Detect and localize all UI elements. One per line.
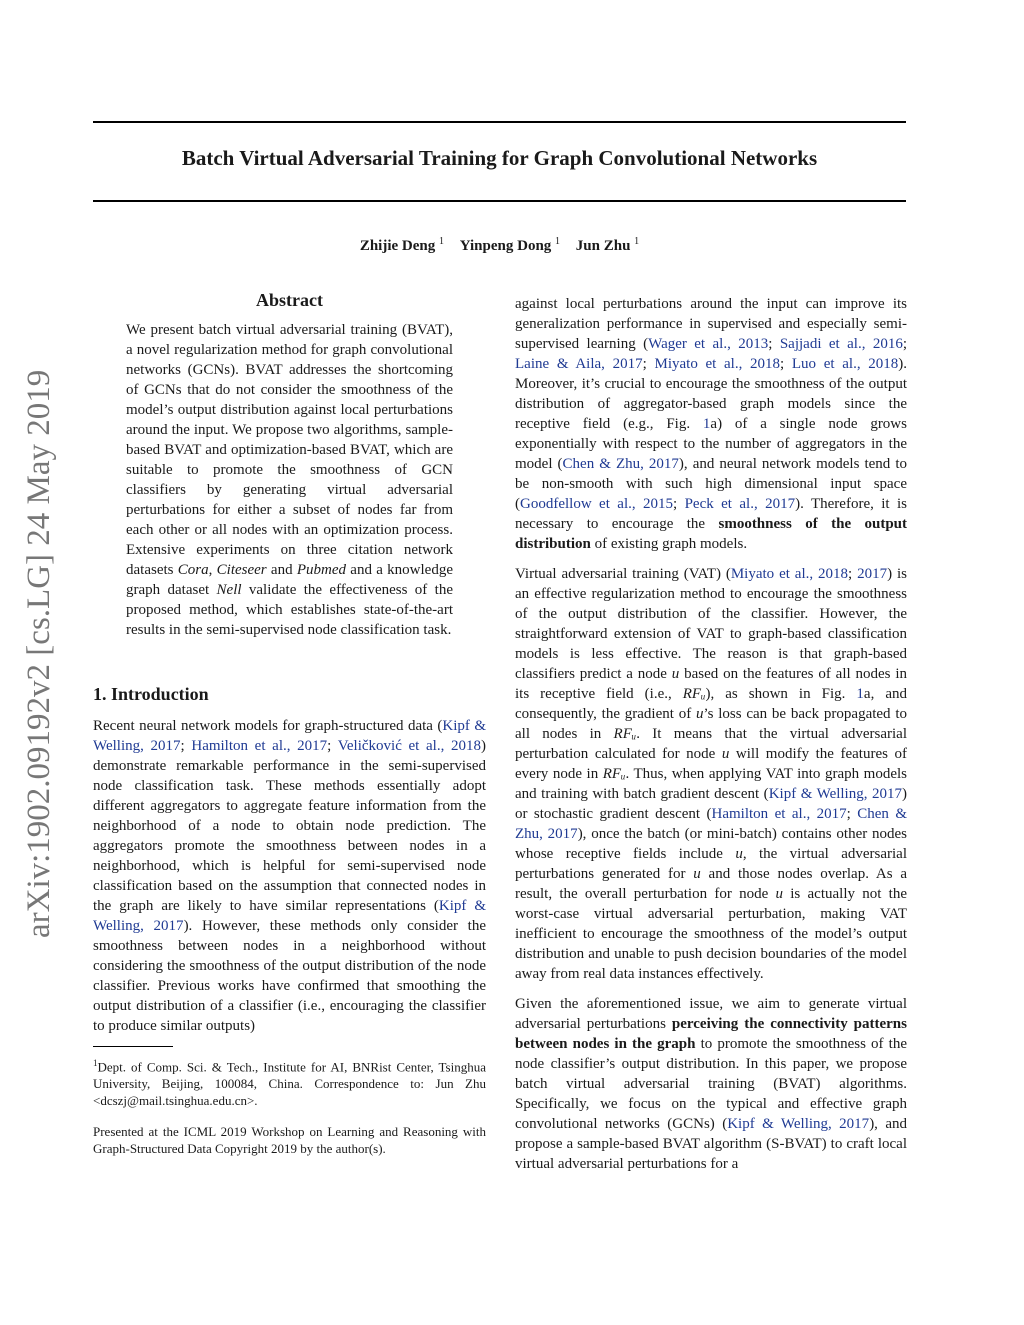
math-variable: u bbox=[735, 846, 743, 862]
citation-link[interactable]: Hamilton et al., 2017 bbox=[711, 806, 847, 822]
math-variable: u bbox=[695, 706, 704, 722]
right-column bbox=[515, 294, 907, 1184]
citation-link[interactable]: Miyato et al., 2018 bbox=[654, 356, 781, 372]
math-variable: u bbox=[671, 666, 680, 682]
dataset-name: Cora bbox=[177, 562, 209, 578]
author-affiliation-mark: 1 bbox=[555, 236, 561, 247]
intro-paragraph: Recent neural network models for graph-structured data (Kipf & Welling, 2017; Hamilton et al., 2017; Veličković et al., 2018) demonstrate remarkable performance in the semi-supervised node classification task. These methods essentially adopt different aggregators to aggregate feature information from the neighborhood of a node to obtain node prediction. The aggregators promote the smoothness between nodes in a neighborhood, which is helpful for semi-supervised node classification based on the assumption that connected nodes in the graph are likely to have similar representations (Kipf & Welling, 2017). However, these methods only consider the smoothness between nodes in a neighborhood without considering the smoothness of the output distribution of the node classifier. Previous works have confirmed that smoothing the output distribution of a classifier (i.e., encouraging the classifier to produce similar outputs) bbox=[93, 718, 486, 1034]
author-list bbox=[93, 236, 906, 255]
author bbox=[576, 238, 639, 254]
emphasis-text: smoothness of the output distribution bbox=[515, 516, 908, 552]
author-name: Zhijie Deng bbox=[359, 238, 436, 254]
author bbox=[460, 238, 560, 254]
dataset-name: Pubmed bbox=[296, 562, 347, 578]
body-paragraph: against local perturbations around the input can improve its generalization performance in supervised and especially semi-supervised learning (Wager et al., 2013; Sajjadi et al., 2016; Laine & Aila, 2017; Miyato et al., 2018; Luo et al., 2018). Moreover, it’s crucial to encourage the smoothness of the output distribution of aggregator-based graph models since the receptive field (e.g., Fig. 1a) of a single node grows exponentially with respect to the number of aggregators in the model (Chen & Zhu, 2017), and neural network models tend to be non-smooth with such high dimensional input space (Goodfellow et al., 2015; Peck et al., 2017). Therefore, it is necessary to encourage the smoothness of the output distribution of existing graph models. bbox=[515, 296, 908, 552]
author-affiliation-mark: 1 bbox=[438, 236, 444, 247]
math-variable: u bbox=[775, 886, 784, 902]
footnote-rule bbox=[93, 1046, 173, 1047]
author-name: Jun Zhu bbox=[575, 238, 631, 254]
author-affiliation-mark: 1 bbox=[634, 236, 640, 247]
math-variable: RFᵤ bbox=[602, 766, 626, 782]
citation-link[interactable]: Miyato et al., 2018 bbox=[730, 566, 849, 582]
citation-link[interactable]: Kipf & Welling, 2017 bbox=[93, 898, 486, 934]
citation-link[interactable]: Kipf & Welling, 2017 bbox=[727, 1116, 870, 1132]
footnote-mark: 1 bbox=[93, 1058, 98, 1068]
citation-link[interactable]: Laine & Aila, 2017 bbox=[515, 356, 643, 372]
body-paragraph: Given the aforementioned issue, we aim to generate virtual adversarial perturbations perceiving the connectivity patterns between nodes in the graph to promote the smoothness of the node classifier’s output distribution. In this paper, we propose batch virtual adversarial training (BVAT) algorithms. Specifically, we focus on the typical and effective graph convolutional networks (GCNs) (Kipf & Welling, 2017), and propose a sample-based BVAT algorithm (S-BVAT) to craft local virtual adversarial perturbations for a bbox=[515, 996, 907, 1172]
title-bottom-rule bbox=[93, 200, 906, 202]
citation-link[interactable]: Goodfellow et al., 2015 bbox=[520, 496, 674, 512]
emphasis-text: perceiving the connectivity patterns between nodes in the graph bbox=[515, 1016, 907, 1052]
citation-link[interactable]: Luo et al., 2018 bbox=[791, 356, 899, 372]
citation-link[interactable]: Sajjadi et al., 2016 bbox=[779, 336, 903, 352]
arxiv-identifier-stamp: arXiv:1902.09192v2 [cs.LG] 24 May 2019 bbox=[21, 369, 57, 938]
citation-link[interactable]: Chen & Zhu, 2017 bbox=[562, 456, 679, 472]
figure-link[interactable]: 1 bbox=[702, 416, 711, 432]
math-variable: u bbox=[693, 866, 701, 882]
citation-link[interactable]: Wager et al., 2013 bbox=[648, 336, 769, 352]
citation-link[interactable]: Chen & Zhu, 2017 bbox=[515, 806, 908, 842]
citation-link[interactable]: Kipf & Welling, 2017 bbox=[768, 786, 902, 802]
math-variable: RFᵤ bbox=[682, 686, 706, 702]
figure-link[interactable]: 1 bbox=[856, 686, 864, 702]
citation-link[interactable]: Kipf & Welling, 2017 bbox=[93, 718, 486, 754]
abstract-heading: Abstract bbox=[256, 290, 323, 310]
workshop-note: Presented at the ICML 2019 Workshop on Learning and Reasoning with Graph-Structured Data Copyright 2019 by the author(s). bbox=[93, 1124, 486, 1157]
author-name: Yinpeng Dong bbox=[459, 238, 552, 254]
citation-link[interactable]: Hamilton et al., 2017 bbox=[191, 738, 328, 754]
citation-link[interactable]: Veličković et al., 2018 bbox=[337, 738, 481, 754]
paper-title: Batch Virtual Adversarial Training for Graph Convolutional Networks bbox=[181, 146, 818, 170]
top-rule bbox=[93, 121, 906, 123]
math-variable: u bbox=[721, 746, 730, 762]
body-paragraph: Virtual adversarial training (VAT) (Miyato et al., 2018; 2017) is an effective regularization method to encourage the smoothness of the output distribution of the classifier. However, the straightforward extension of VAT to graph-based classification models is less effective. The reason is that graph-based classifiers predict a node u based on the features of all nodes in its receptive field (i.e., RFᵤ), as shown in Fig. 1a, and consequently, the gradient of u’s loss can be back propagated to all nodes in RFᵤ. It means that the virtual adversarial perturbation calculated for node u will modify the features of every node in RFᵤ. Thus, when applying VAT into graph models and training with batch gradient descent (Kipf & Welling, 2017) or stochastic gradient descent (Hamilton et al., 2017; Chen & Zhu, 2017), once the batch (or mini-batch) contains other nodes whose receptive fields include u, the virtual adversarial perturbations generated for u and those nodes overlap. As a result, the overall perturbation for node u is actually not the worst-case virtual adversarial perturbation, making VAT inefficient to encourage the smoothness of the model’s output distribution and unable to push decision boundaries of the model away from real data instances effectively. bbox=[515, 566, 908, 982]
citation-link[interactable]: 2017 bbox=[857, 566, 888, 582]
author bbox=[360, 238, 444, 254]
abstract-body: We present batch virtual adversarial training (BVAT), a novel regularization method for graph convolutional networks (GCNs). BVAT addresses the shortcoming of GCNs that do not consider the smoothness of the model’s output distribution against local perturbations around the input. We propose two algorithms, sample-based BVAT and optimization-based BVAT, which are suitable to promote the smoothness of GCN classifiers by generating virtual adversarial perturbations for either a subset of nodes far from each other or all nodes with an optimization process. Extensive experiments on three citation network datasets Cora, Citeseer and Pubmed and a knowledge graph dataset Nell validate the effectiveness of the proposed method, which establishes state-of-the-art results in the semi-supervised node classification task. bbox=[126, 322, 453, 638]
citation-link[interactable]: Peck et al., 2017 bbox=[684, 496, 796, 512]
section-heading-introduction: 1. Introduction bbox=[93, 684, 209, 704]
left-column bbox=[93, 290, 486, 1157]
math-variable: RFᵤ bbox=[613, 726, 637, 742]
affiliation-footnote: $^1$Dept. of Comp. Sci. & Tech., Institute for AI, BNRist Center, Tsinghua University, Beijing, 100084, China. Correspondence to: Jun Zhu <dcszj@mail.tsinghua.edu.cn>. bbox=[93, 1058, 486, 1109]
dataset-name: Nell bbox=[216, 582, 242, 598]
dataset-name: Citeseer bbox=[216, 562, 267, 578]
